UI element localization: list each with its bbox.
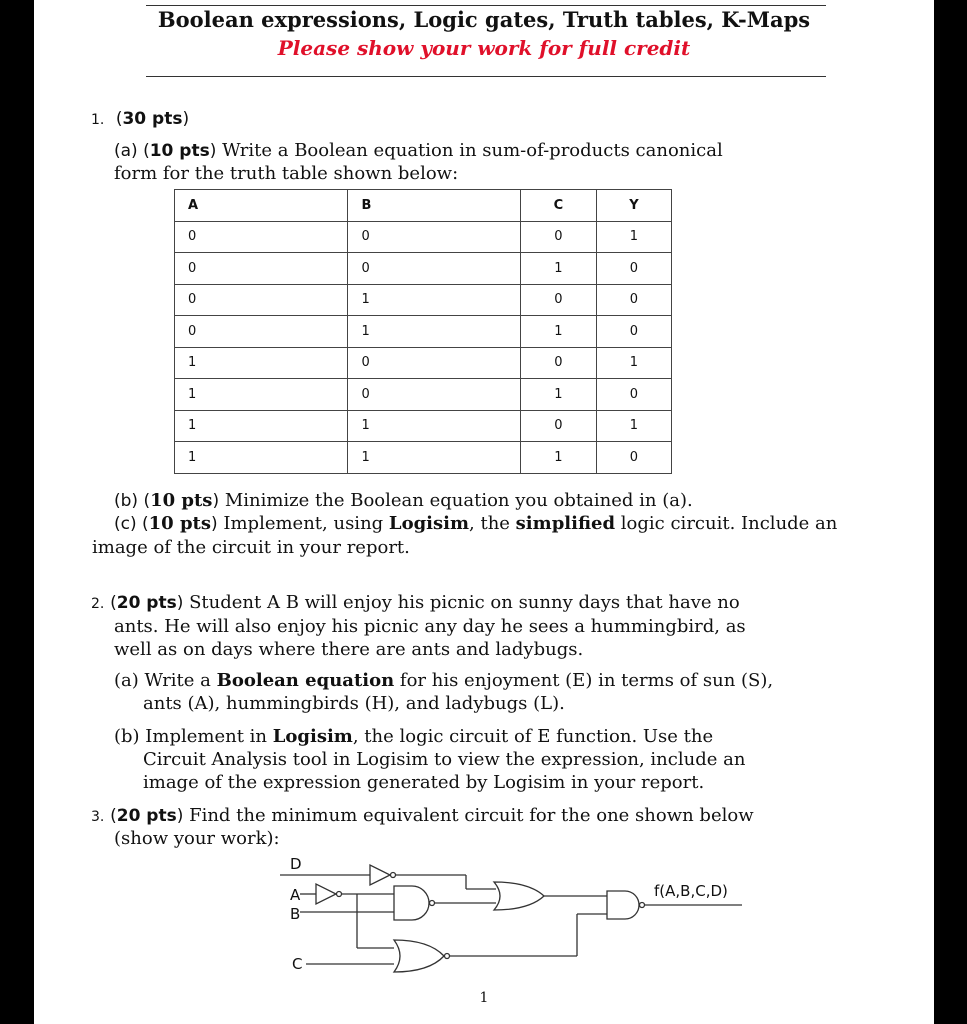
table-cell: 1 (348, 284, 520, 316)
table-row (175, 221, 672, 253)
final-nand-bubble (640, 903, 645, 908)
q1c-line2: image of the circuit in your report. (92, 537, 410, 558)
q3-line2: (show your work): (114, 828, 280, 849)
document-page (34, 0, 934, 1024)
table-cell: 0 (596, 379, 671, 411)
final-nand-gate (607, 891, 639, 919)
q1a-line2: form for the truth table shown below: (114, 163, 459, 184)
header-rule (146, 76, 826, 77)
or-gate (494, 882, 544, 910)
q2b-line1: (b) Implement in Logisim, the logic circuit of E function. Use the (114, 726, 714, 747)
table-cell: 1 (175, 379, 348, 411)
not-gate-d (370, 865, 390, 885)
upper-nand-bubble (430, 901, 435, 906)
table-cell: 1 (348, 442, 520, 474)
table-cell: 0 (175, 253, 348, 285)
label-b: B (290, 905, 301, 923)
label-d: D (290, 855, 302, 873)
table-row (175, 410, 672, 442)
logic-circuit-diagram (244, 848, 744, 978)
q2-line1: 2. (20 pts) Student A B will enjoy his picnic on sunny days that have no (91, 592, 740, 613)
document-title: Boolean expressions, Logic gates, Truth tables, K-Maps (157, 7, 811, 32)
q2-line2: ants. He will also enjoy his picnic any day he sees a hummingbird, as (114, 616, 746, 637)
q1a-line1: (a) (10 pts) Write a Boolean equation in sum-of-products canonical (114, 140, 723, 161)
q2b-line3: image of the expression generated by Logisim in your report. (143, 772, 705, 793)
table-cell: 0 (175, 316, 348, 348)
table-cell: 1 (520, 379, 596, 411)
table-cell: 0 (520, 347, 596, 379)
q1b-line: (b) (10 pts) Minimize the Boolean equation you obtained in (a). (114, 490, 693, 511)
table-cell: 1 (520, 253, 596, 285)
label-output: f(A,B,C,D) (654, 882, 728, 900)
table-row (175, 379, 672, 411)
lower-nor-bubble (445, 954, 450, 959)
table-cell: 1 (520, 442, 596, 474)
table-cell: 0 (520, 284, 596, 316)
not-gate-a (316, 884, 336, 904)
col-header-y: Y (596, 190, 671, 222)
table-cell: 0 (596, 316, 671, 348)
table-cell: 0 (520, 410, 596, 442)
table-cell: 0 (348, 379, 520, 411)
document-subtitle: Please show your work for full credit (277, 36, 691, 60)
page-number: 1 (479, 990, 489, 1006)
label-c: C (292, 955, 303, 973)
q1-heading: 1. (30 pts) (91, 109, 190, 129)
not-gate-a-bubble (337, 892, 342, 897)
top-rule (146, 5, 826, 6)
table-cell: 1 (596, 221, 671, 253)
col-header-a: A (175, 190, 348, 222)
table-cell: 1 (348, 316, 520, 348)
col-header-b: B (348, 190, 520, 222)
table-row (175, 347, 672, 379)
table-cell: 0 (596, 442, 671, 474)
table-row (175, 253, 672, 285)
truth-table-body (175, 221, 672, 473)
table-cell: 0 (348, 347, 520, 379)
q2a-line1: (a) Write a Boolean equation for his enjoyment (E) in terms of sun (S), (114, 670, 774, 691)
lower-nor-gate (394, 940, 444, 972)
not-gate-d-bubble (391, 873, 396, 878)
table-cell: 0 (175, 284, 348, 316)
table-cell: 1 (175, 410, 348, 442)
table-cell: 1 (520, 316, 596, 348)
table-cell: 1 (175, 442, 348, 474)
table-cell: 1 (596, 410, 671, 442)
table-header-row (175, 190, 672, 222)
table-row (175, 442, 672, 474)
truth-table (174, 189, 672, 474)
q2-line3: well as on days where there are ants and ladybugs. (114, 639, 584, 660)
q2a-line2: ants (A), hummingbirds (H), and ladybugs (L). (143, 693, 565, 714)
label-a: A (290, 886, 301, 904)
table-cell: 0 (348, 253, 520, 285)
col-header-c: C (520, 190, 596, 222)
q2b-line2: Circuit Analysis tool in Logisim to view the expression, include an (143, 749, 746, 770)
table-row (175, 316, 672, 348)
table-cell: 0 (520, 221, 596, 253)
q1c-line1: (c) (10 pts) Implement, using Logisim, the simplified logic circuit. Include an (114, 513, 838, 534)
table-cell: 1 (596, 347, 671, 379)
q3-line1: 3. (20 pts) Find the minimum equivalent circuit for the one shown below (91, 805, 754, 826)
upper-nand-gate (394, 886, 429, 920)
table-cell: 0 (596, 253, 671, 285)
table-cell: 0 (348, 221, 520, 253)
table-cell: 0 (596, 284, 671, 316)
table-cell: 0 (175, 221, 348, 253)
table-cell: 1 (348, 410, 520, 442)
table-cell: 1 (175, 347, 348, 379)
table-row (175, 284, 672, 316)
